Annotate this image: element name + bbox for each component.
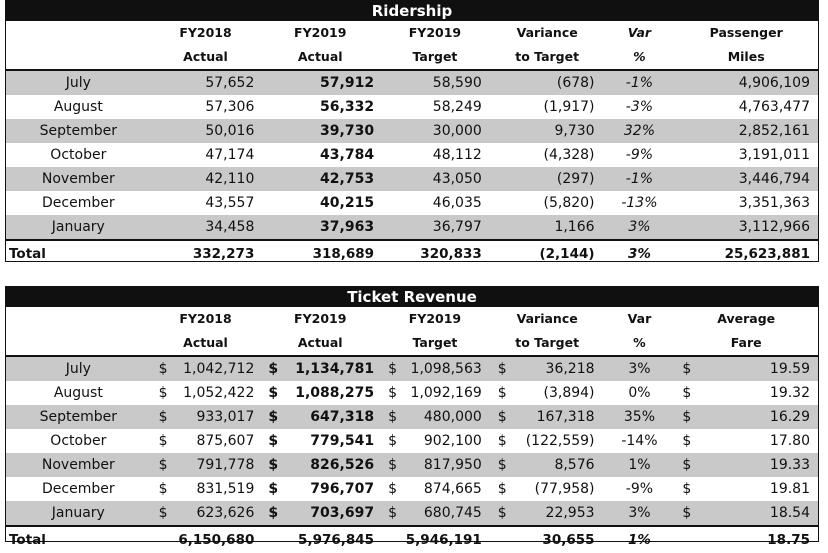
fy2019-target-value: 1,092,169 [410,385,482,401]
month-label: July [65,361,91,377]
table-row [6,191,818,215]
fy2019-actual [260,453,380,477]
fy2019-actual: 39,730 [320,123,375,139]
ticket-revenue-table [5,286,819,548]
fy2019-actual-value: 703,697 [310,505,375,521]
var-pct: -3% [625,99,654,115]
header-cell: Passenger [709,25,783,40]
fy2019-target [380,357,490,381]
header-cell: Fare [730,335,762,350]
header-cell: Variance [516,25,578,40]
header-cell [6,331,151,355]
variance-value: (77,958) [534,481,595,497]
currency-symbol: $ [497,457,507,473]
fy2019-actual [260,429,380,453]
currency-symbol: $ [158,361,168,377]
month-label: September [39,409,117,425]
fy2019-actual [260,477,380,501]
variance: 30,655 [542,532,595,548]
fy2018-actual: 34,458 [205,219,255,235]
fy2019-target: 30,000 [432,123,482,139]
fy2018-actual: 47,174 [205,147,255,163]
header-cell: Miles [727,49,765,64]
fy2019-actual: 57,912 [320,75,375,91]
fy2019-actual: 42,753 [320,171,375,187]
currency-symbol: $ [158,505,168,521]
table-row [6,477,818,501]
fy2019-actual-value: 647,318 [310,409,375,425]
variance [490,381,605,405]
variance [490,429,605,453]
passenger-miles: 3,191,011 [738,147,810,163]
var-pct: 3% [628,219,651,235]
average-fare [674,453,818,477]
month-label: January [51,219,105,235]
variance: (5,820) [543,195,595,211]
average-fare-value: 17.80 [769,433,810,449]
month-label: November [41,457,115,473]
currency-symbol: $ [388,385,397,401]
average-fare [674,357,818,381]
fy2019-actual-value: 779,541 [310,433,375,449]
table-row [6,501,818,525]
fy2018-actual-value: 1,052,422 [183,385,255,401]
var-pct: -9% [625,481,654,497]
fy2019-actual-value: 826,526 [310,457,375,473]
fy2019-actual [260,381,380,405]
variance [490,453,605,477]
fy2019-actual [260,357,380,381]
fy2018-actual: 57,306 [205,99,255,115]
revenue-header-row-2 [6,331,818,357]
fy2019-target-value: 817,950 [423,457,482,473]
currency-symbol: $ [497,409,507,425]
month-label: December [42,481,115,497]
table-row [6,405,818,429]
currency-symbol: $ [268,409,279,425]
var-pct: 32% [623,123,655,139]
fy2018-actual [151,453,261,477]
fy2018-actual [151,381,261,405]
fy2019-target: 36,797 [432,219,482,235]
fy2019-actual: 40,215 [320,195,375,211]
fy2018-actual-value: 791,778 [196,457,255,473]
fy2019-target: 58,590 [432,75,482,91]
total-row [6,239,818,267]
header-cell: to Target [515,49,580,64]
table-row [6,143,818,167]
month-label: November [41,171,115,187]
header-cell: Target [412,49,458,64]
average-fare-value: 16.29 [769,409,810,425]
fy2018-actual [151,429,261,453]
passenger-miles: 3,351,363 [738,195,810,211]
passenger-miles: 3,446,794 [738,171,810,187]
passenger-miles: 4,906,109 [738,75,810,91]
currency-symbol: $ [497,433,507,449]
var-pct: 35% [623,409,655,425]
fy2019-target: 48,112 [432,147,482,163]
currency-symbol: $ [268,385,279,401]
month-label: January [51,505,105,521]
currency-symbol: $ [158,385,168,401]
month-label: August [53,385,103,401]
header-cell: Var [627,25,652,40]
variance-value: (122,559) [525,433,595,449]
currency-symbol: $ [268,361,279,377]
header-cell: Target [412,335,458,350]
revenue-header-row-1 [6,307,818,331]
variance: (1,917) [543,99,595,115]
currency-symbol: $ [682,505,692,521]
variance-value: 22,953 [545,505,595,521]
header-cell: % [633,49,646,64]
header-cell [6,307,151,331]
ridership-title: Ridership [6,1,818,21]
table-row [6,453,818,477]
currency-symbol: $ [268,505,279,521]
fy2018-actual [151,477,261,501]
fy2019-target: 43,050 [432,171,482,187]
fy2018-actual: 57,652 [205,75,255,91]
header-cell: FY2018 [179,311,232,326]
header-cell: FY2019 [294,25,347,40]
currency-symbol: $ [497,505,507,521]
average-fare [674,501,818,525]
currency-symbol: $ [682,409,692,425]
month-label: August [53,99,103,115]
average-fare-value: 18.54 [769,505,810,521]
ridership-header-row-1 [6,21,818,45]
header-cell [6,21,151,45]
fy2019-target [380,453,490,477]
month-label: October [50,433,107,449]
month-label: December [42,195,115,211]
header-cell: Actual [183,49,228,64]
currency-symbol: $ [682,361,692,377]
average-fare-value: 19.32 [769,385,810,401]
fy2019-actual [260,501,380,525]
fy2018-actual: 43,557 [205,195,255,211]
header-cell: % [633,335,646,350]
fy2019-actual [260,405,380,429]
currency-symbol: $ [388,505,397,521]
month-label: October [50,147,107,163]
ticket-revenue-title: Ticket Revenue [6,287,818,307]
variance-value: 8,576 [554,457,595,473]
header-cell: to Target [515,335,580,350]
fy2019-target [380,381,490,405]
var-pct: -9% [625,147,654,163]
table-row [6,381,818,405]
header-cell: Var [627,311,652,326]
month-label: July [65,75,91,91]
header-cell: Actual [297,335,343,350]
fy2019-target-value: 680,745 [423,505,482,521]
variance [490,501,605,525]
currency-symbol: $ [497,481,507,497]
var-pct: -1% [625,75,654,91]
variance: (297) [556,171,595,187]
fy2018-actual-value: 875,607 [196,433,255,449]
currency-symbol: $ [268,481,279,497]
variance [490,477,605,501]
header-cell: FY2019 [408,311,462,326]
fy2019-target-value: 874,665 [423,481,482,497]
var-pct: 3% [628,361,651,377]
var-pct: 3% [627,246,651,262]
ridership-table [5,0,819,262]
fy2019-target [380,477,490,501]
fy2019-actual: 43,784 [320,147,375,163]
var-pct: -14% [621,433,658,449]
currency-symbol: $ [682,385,692,401]
currency-symbol: $ [158,457,168,473]
header-cell: Average [717,311,776,326]
currency-symbol: $ [388,409,397,425]
currency-symbol: $ [388,361,397,377]
currency-symbol: $ [682,481,692,497]
variance-value: (3,894) [543,385,595,401]
currency-symbol: $ [158,433,168,449]
average-fare [674,405,818,429]
header-cell [6,45,151,69]
header-cell: Variance [516,311,578,326]
currency-symbol: $ [388,481,397,497]
variance: (678) [556,75,595,91]
currency-symbol: $ [268,433,279,449]
variance: 1,166 [554,219,595,235]
header-cell: Actual [183,335,228,350]
var-pct: -13% [621,195,658,211]
currency-symbol: $ [268,457,279,473]
total-row [6,525,818,553]
fy2018-actual-value: 623,626 [196,505,255,521]
fy2019-target [380,501,490,525]
average-fare [674,477,818,501]
currency-symbol: $ [388,457,397,473]
average-fare-value: 19.33 [769,457,810,473]
fy2018-actual [151,501,261,525]
header-cell: FY2019 [408,25,462,40]
fy2019-target: 320,833 [420,246,482,262]
passenger-miles: 2,852,161 [738,123,810,139]
currency-symbol: $ [388,433,397,449]
variance-value: 167,318 [536,409,595,425]
fy2019-target [380,405,490,429]
month-label: September [39,123,117,139]
variance: (4,328) [543,147,595,163]
variance: (2,144) [539,246,595,262]
average-fare-value: 19.81 [769,481,810,497]
var-pct: -1% [625,171,654,187]
fy2019-actual-value: 1,134,781 [295,361,375,377]
fy2018-actual-value: 831,519 [196,481,255,497]
fy2018-actual: 50,016 [205,123,255,139]
average-fare-value: 19.59 [769,361,810,377]
variance-value: 36,218 [545,361,595,377]
average-fare [674,429,818,453]
variance: 9,730 [554,123,595,139]
currency-symbol: $ [682,457,692,473]
var-pct: 1% [627,532,651,548]
fy2018-actual: 332,273 [192,246,255,262]
fy2019-actual: 5,976,845 [298,532,375,548]
currency-symbol: $ [497,385,507,401]
table-row [6,167,818,191]
table-row [6,95,818,119]
table-row [6,215,818,239]
passenger-miles: 3,112,966 [738,219,810,235]
total-label: Total [9,246,46,262]
fy2019-target-value: 480,000 [423,409,482,425]
var-pct: 3% [628,505,651,521]
ridership-header-row-2 [6,45,818,71]
header-cell: FY2019 [294,311,347,326]
currency-symbol: $ [682,433,692,449]
currency-symbol: $ [158,481,168,497]
table-row [6,71,818,95]
var-pct: 1% [628,457,651,473]
currency-symbol: $ [497,361,507,377]
fy2019-target [380,429,490,453]
currency-symbol: $ [158,409,168,425]
fy2019-target: 46,035 [432,195,482,211]
fy2019-target: 58,249 [432,99,482,115]
passenger-miles: 4,763,477 [738,99,810,115]
passenger-miles: 25,623,881 [724,246,810,262]
fy2018-actual [151,357,261,381]
variance [490,357,605,381]
table-row [6,429,818,453]
revenue-rows [6,357,818,525]
table-row [6,119,818,143]
header-cell: FY2018 [179,25,232,40]
fy2019-actual: 318,689 [312,246,375,262]
fy2018-actual-value: 933,017 [196,409,255,425]
fy2019-actual: 37,963 [320,219,375,235]
fy2018-actual: 6,150,680 [178,532,255,548]
fy2019-actual-value: 1,088,275 [295,385,375,401]
fy2019-actual: 56,332 [320,99,375,115]
fy2019-actual-value: 796,707 [310,481,375,497]
header-cell: Actual [297,49,343,64]
var-pct: 0% [628,385,651,401]
average-fare: 18.75 [767,532,810,548]
fy2019-target-value: 902,100 [423,433,482,449]
fy2019-target: 5,946,191 [405,532,482,548]
fy2018-actual [151,405,261,429]
fy2018-actual-value: 1,042,712 [183,361,255,377]
variance [490,405,605,429]
table-row [6,357,818,381]
fy2018-actual: 42,110 [205,171,255,187]
fy2019-target-value: 1,098,563 [410,361,482,377]
total-label: Total [9,532,46,548]
average-fare [674,381,818,405]
